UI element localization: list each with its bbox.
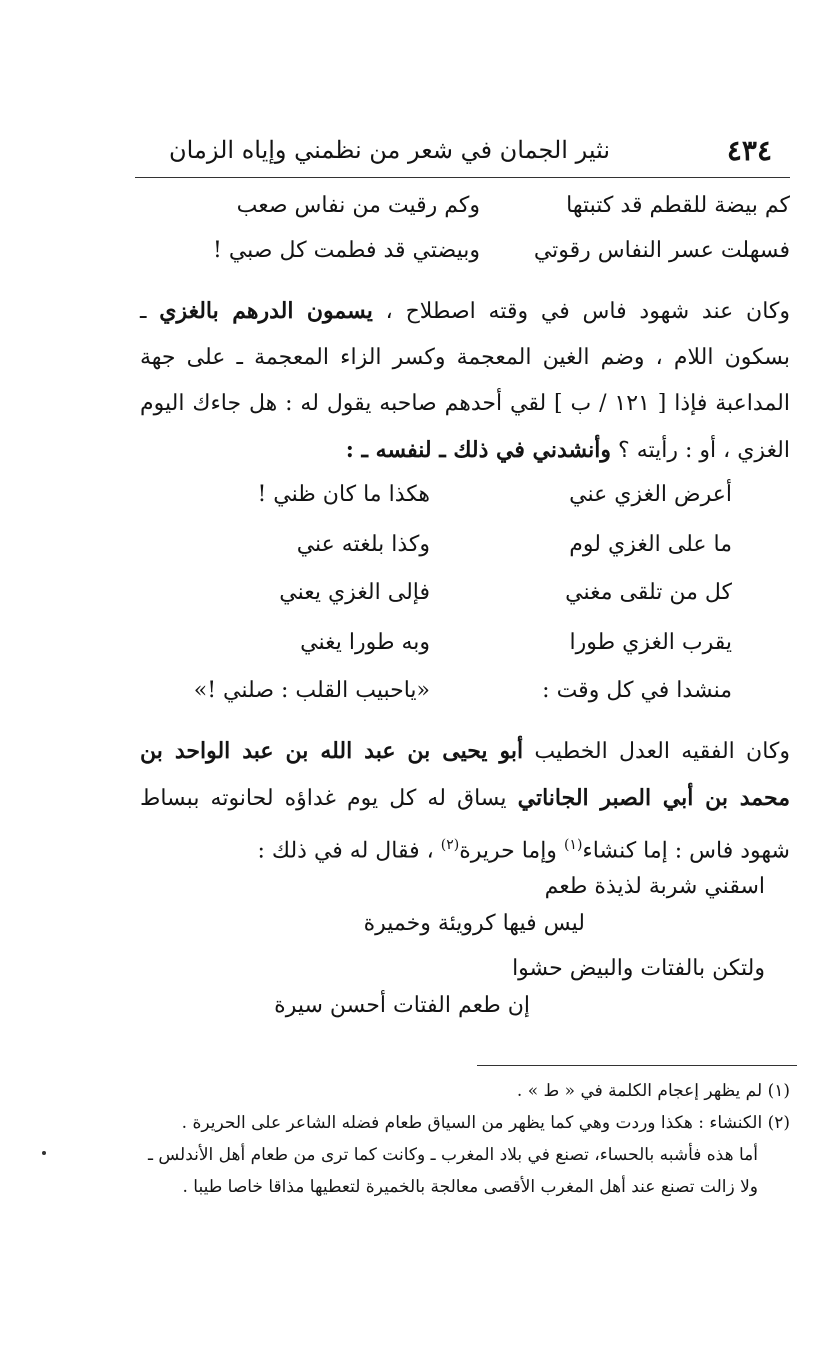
verse-line (140, 193, 790, 239)
paragraph-2 (140, 728, 790, 874)
poem-1-hemistich-left: وبه طورا يغني (300, 630, 430, 655)
text-run: وإما حريرة (459, 838, 564, 864)
poem-2-line: إن طعم الفتات أحسن سيرة (274, 993, 530, 1018)
bold-run: أبو يحيى بن عبد الله بن عبد الواحد بن محمد بن أبي الصبر الجاناتي (140, 738, 790, 811)
running-title: نثير الجمان في شعر من نظمني وإياه الزمان (169, 136, 610, 164)
page-number: ٤٣٤ (726, 134, 772, 167)
footnote-2-continued: ولا زالت تصنع عند أهل المغرب الأقصى معالجة بالخميرة لتعطيها مذاقا خاصا طيبا . (182, 1177, 758, 1197)
poem-1-hemistich-right: ما على الغزي لوم (569, 532, 732, 557)
poem-1-hemistich-left: فإلى الغزي يعني (279, 580, 430, 605)
header-rule (135, 177, 790, 178)
poem-1-hemistich-right: أعرض الغزي عني (569, 482, 732, 507)
paragraph-1 (140, 288, 790, 474)
text-run: وكان عند شهود فاس في وقته اصطلاح ، (372, 299, 790, 324)
poem-1-hemistich-right: كل من تلقى مغني (565, 580, 732, 605)
poem-1-hemistich-right: منشدا في كل وقت : (542, 678, 732, 703)
poem-1-hemistich-left: «ياحبيب القلب : صلني !» (193, 678, 430, 703)
text-run: ـ بسكون اللام ، وضم الغين المعجمة وكسر الزاء المعجمة ـ على جهة المداعبة فإذا [ ١٢١ / ب ] لقي أحدهم صاحبه يقول له : هل جاءك اليوم الغزي ، أو : رأيته ؟ (140, 299, 790, 463)
poem-1-hemistich-right: يقرب الغزي طورا (569, 630, 732, 655)
poem-2-line: ليس فيها كرويئة وخميرة (363, 911, 585, 936)
footnote-marker: (١) (563, 837, 583, 853)
poem-1-hemistich-left: وكذا بلغته عني (296, 532, 430, 557)
footnote-1: (١) لم يظهر إعجام الكلمة في « ط » . (516, 1081, 790, 1101)
poem-2-line: اسقني شربة لذيذة طعم (544, 874, 765, 899)
text-run: وكان الفقيه العدل الخطيب (523, 739, 791, 764)
verse-hemistich-right: كم بيضة للقطم قد كتبتها (566, 193, 790, 218)
footnote-marker: (٢) (440, 837, 460, 853)
footnote-rule (477, 1065, 797, 1066)
bold-run: يسمون الدرهم بالغزي (159, 298, 373, 324)
bold-run: وأنشدني في ذلك ـ لنفسه ـ : (345, 437, 612, 463)
verse-hemistich-right: فسهلت عسر النفاس رقوتي (533, 238, 790, 263)
poem-1-hemistich-left: هكذا ما كان ظني ! (257, 482, 430, 507)
verse-hemistich-left: وكم رقيت من نفاس صعب (236, 193, 480, 218)
verse-hemistich-left: وبيضتي قد فطمت كل صبي ! (213, 238, 480, 263)
footnote-2: (٢) الكنشاء : هكذا وردت وهي كما يظهر من السياق طعام فضله الشاعر على الحريرة . (181, 1113, 790, 1133)
footnote-2-continued: أما هذه فأشبه بالحساء، تصنع في بلاد المغرب ـ وكانت كما ترى من طعام أهل الأندلس ـ (147, 1145, 758, 1165)
verse-line (140, 238, 790, 284)
margin-dot (42, 1151, 46, 1155)
text-run: يساق له كل يوم غداؤه لحانوته ببساط شهود فاس : إما كنشاء (140, 786, 790, 864)
poem-2-line: ولتكن بالفتات والبيض حشوا (512, 956, 765, 981)
text-run: ، فقال له في ذلك : (257, 838, 441, 864)
page-header (150, 128, 780, 176)
